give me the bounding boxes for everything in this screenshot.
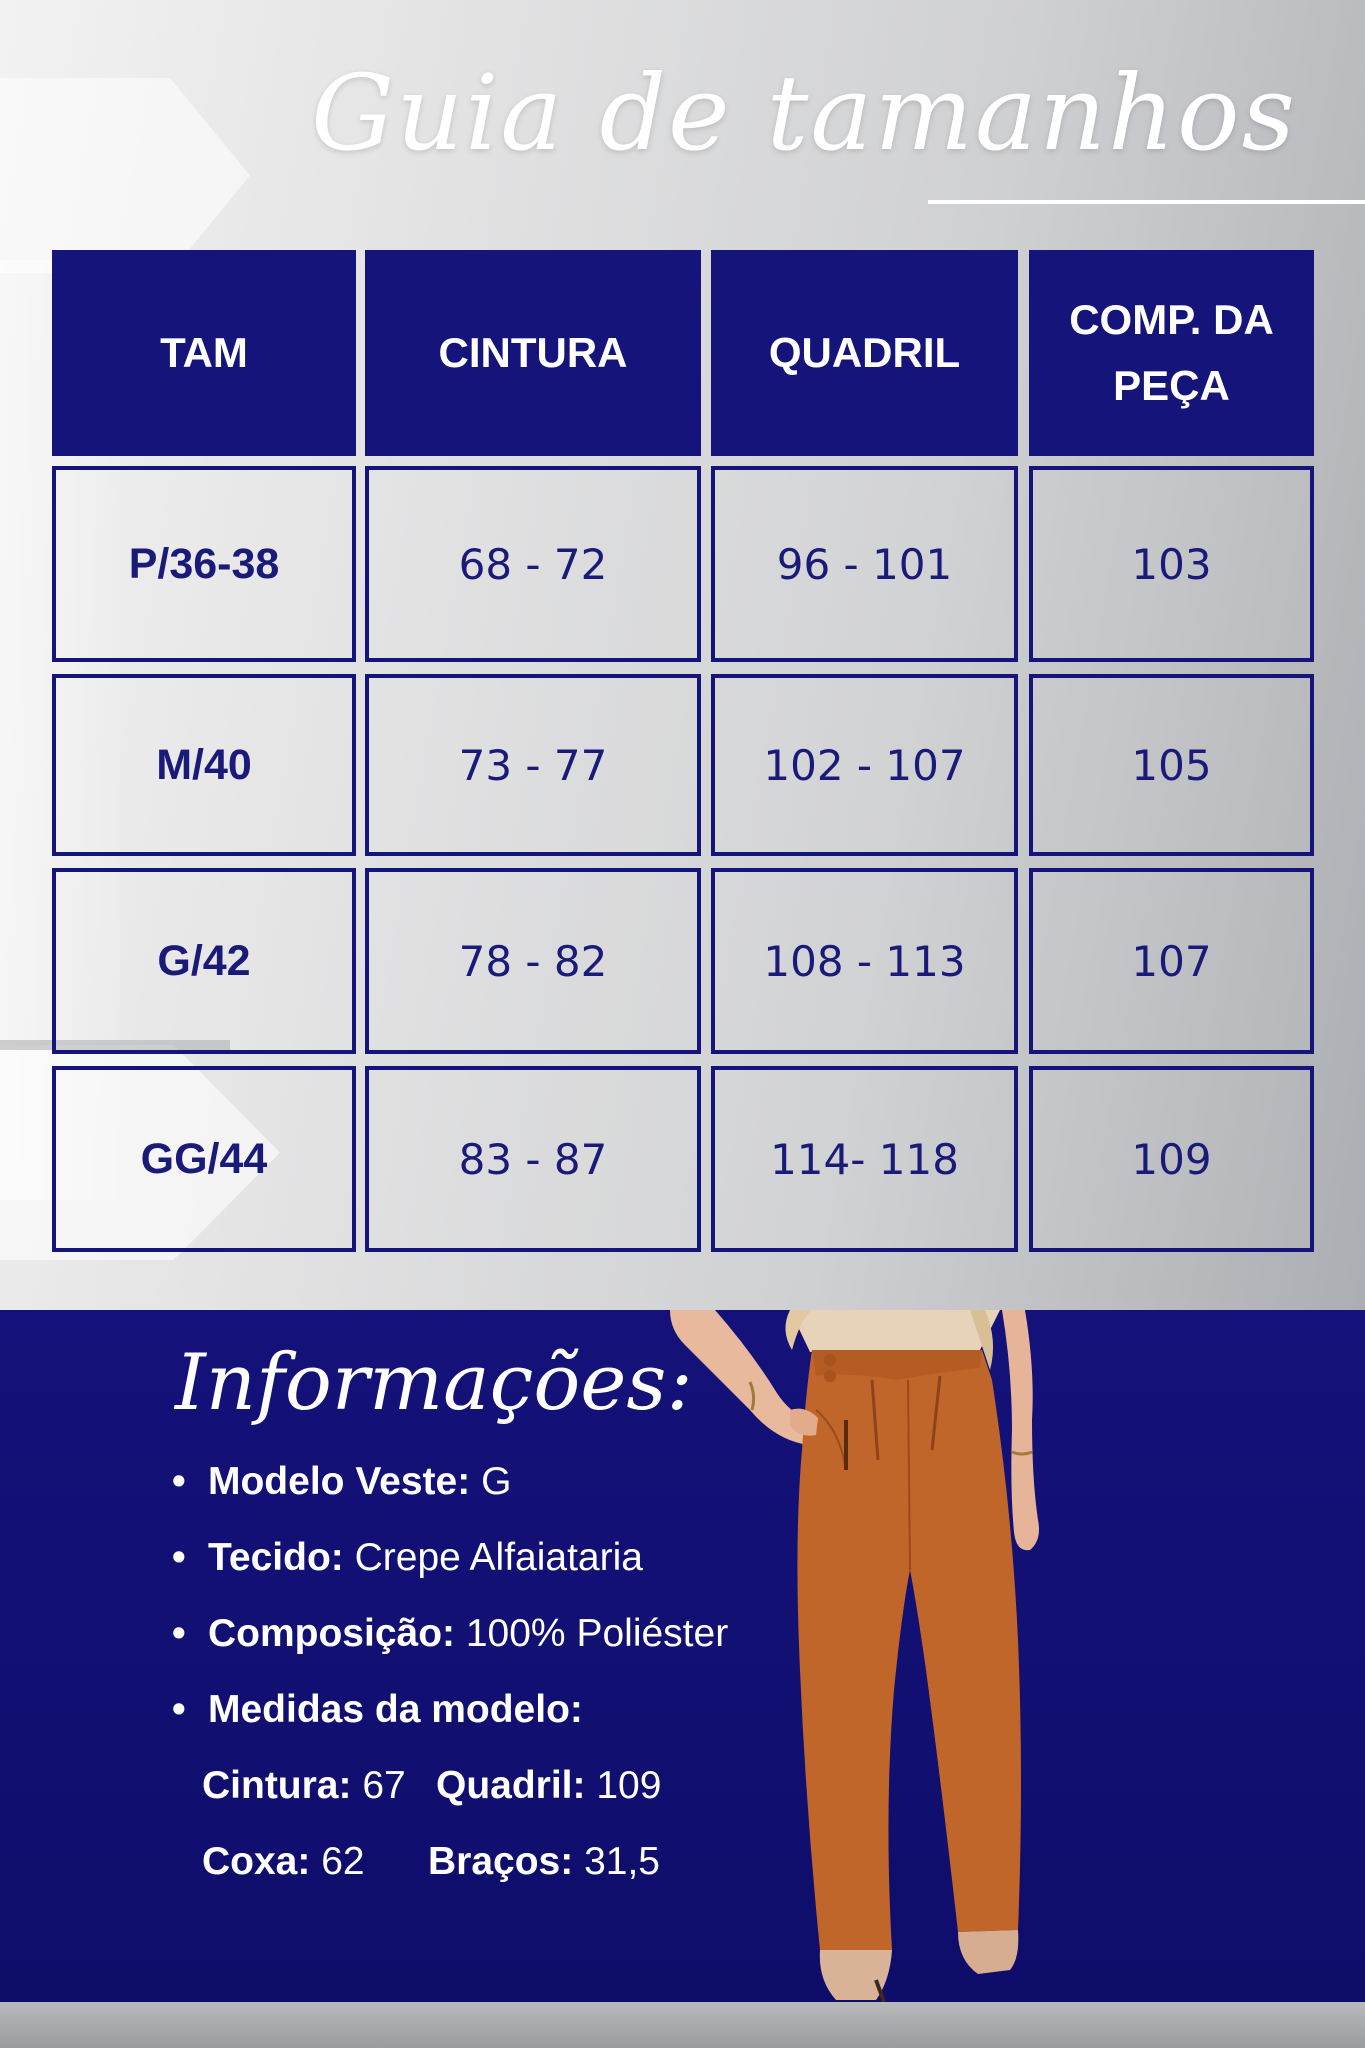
page-title: Guia de tamanhos xyxy=(311,52,1297,174)
table-cell-comprimento: 105 xyxy=(1029,674,1314,856)
table-cell-quadril: 108 - 113 xyxy=(711,868,1018,1054)
table-cell-cintura: 68 - 72 xyxy=(365,466,701,662)
table-cell-comprimento: 109 xyxy=(1029,1066,1314,1252)
bullet-icon: • xyxy=(172,1460,186,1503)
table-cell-size: M/40 xyxy=(52,674,356,856)
table-cell-cintura: 78 - 82 xyxy=(365,868,701,1054)
info-label: Tecido: xyxy=(208,1536,344,1579)
info-item xyxy=(172,1460,511,1504)
measure-label: Braços: xyxy=(428,1840,574,1883)
table-header-cintura: CINTURA xyxy=(365,250,701,456)
table-header-quadril: QUADRIL xyxy=(711,250,1018,456)
model-photo xyxy=(640,1310,1100,2002)
model-measure xyxy=(428,1840,660,1884)
bullet-icon: • xyxy=(172,1536,186,1579)
model-measure xyxy=(436,1764,661,1808)
info-value: 100% Poliéster xyxy=(455,1612,729,1655)
info-item xyxy=(172,1612,728,1656)
measure-value: 67 xyxy=(351,1764,406,1807)
info-title: Informações: xyxy=(175,1338,693,1428)
model-measure xyxy=(202,1764,406,1808)
measure-label: Coxa: xyxy=(202,1840,311,1883)
info-item xyxy=(172,1688,583,1732)
model-measure xyxy=(202,1840,365,1884)
info-label: Medidas da modelo: xyxy=(208,1688,583,1731)
table-cell-comprimento: 103 xyxy=(1029,466,1314,662)
table-cell-cintura: 73 - 77 xyxy=(365,674,701,856)
table-cell-size: P/36-38 xyxy=(52,466,356,662)
measure-value: 109 xyxy=(585,1764,662,1807)
bullet-icon: • xyxy=(172,1612,186,1655)
table-cell-cintura: 83 - 87 xyxy=(365,1066,701,1252)
table-cell-quadril: 102 - 107 xyxy=(711,674,1018,856)
info-item xyxy=(172,1536,643,1580)
table-cell-comprimento: 107 xyxy=(1029,868,1314,1054)
model-top xyxy=(790,1310,1000,1352)
bullet-icon: • xyxy=(172,1688,186,1731)
table-header-tam: TAM xyxy=(52,250,356,456)
measure-value: 62 xyxy=(310,1840,365,1883)
table-header-comprimento: COMP. DA PEÇA xyxy=(1029,250,1314,456)
table-cell-size: GG/44 xyxy=(52,1066,356,1252)
bottom-strip xyxy=(0,2002,1365,2048)
table-cell-quadril: 114- 118 xyxy=(711,1066,1018,1252)
measure-label: Quadril: xyxy=(436,1764,586,1807)
measure-value: 31,5 xyxy=(573,1840,660,1883)
info-value: G xyxy=(470,1460,512,1503)
table-cell-size: G/42 xyxy=(52,868,356,1054)
info-value: Crepe Alfaiataria xyxy=(343,1536,643,1579)
model-right-shoe xyxy=(958,1930,1018,1974)
info-label: Composição: xyxy=(208,1612,456,1655)
info-label: Modelo Veste: xyxy=(208,1460,471,1503)
table-cell-quadril: 96 - 101 xyxy=(711,466,1018,662)
info-panel xyxy=(0,1310,1365,2002)
measure-label: Cintura: xyxy=(202,1764,352,1807)
